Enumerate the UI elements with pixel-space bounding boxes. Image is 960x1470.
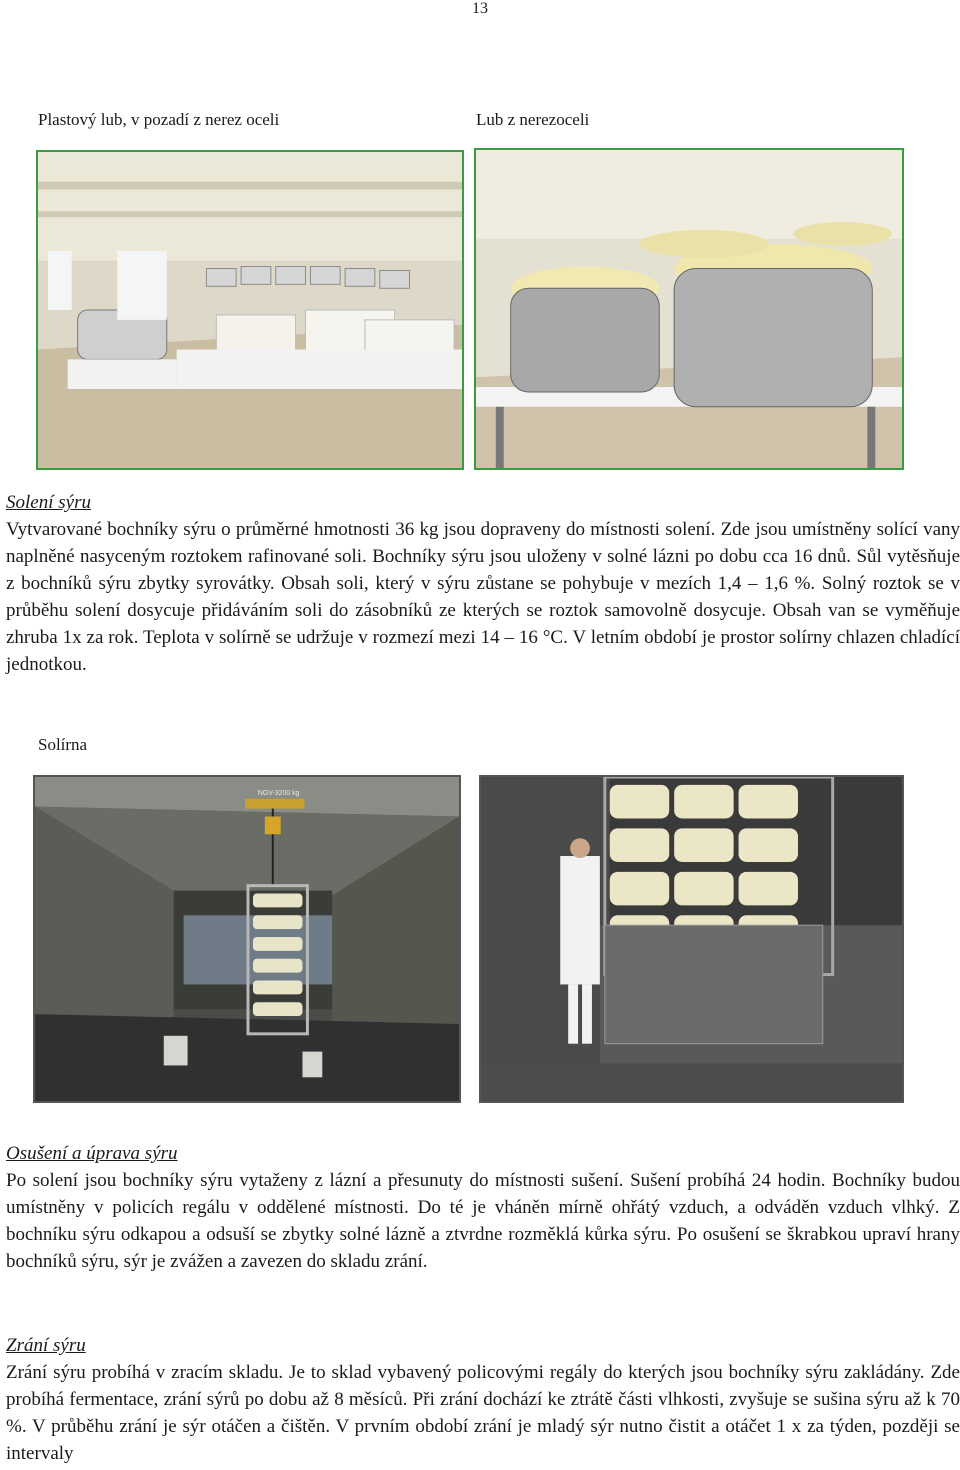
heading-salting: Solení sýru — [6, 492, 91, 513]
hoist-plate-label: NGV-3200 kg — [257, 789, 300, 797]
photo-cheese-racks — [479, 775, 904, 1103]
heading-ripening: Zrání sýru — [6, 1335, 86, 1356]
paragraph-drying: Po solení jsou bochníky sýru vytaženy z lázní a přesunuty do místnosti sušení. Sušení probíhá 24 hodin. Bochníky budou umístněny v policích regálu v oddělené místnosti. Do té je vháněn mírně ohřátý vzduch, a odváděn vzduch vlhký. Z bochníku sýru odkapou a odsuší se zbytky solné lázně a ztvrdne rozměklá kůrka sýru. Po osušení se škrabkou upraví hrany bochníků sýru, sýr je zvážen a zavezen do skladu zrání. — [6, 1170, 960, 1272]
paragraph-salting: Vytvarované bochníky sýru o průměrné hmotnosti 36 kg jsou dopraveny do místnosti solení. Zde jsou umístněny solící vany naplněné nasyceným roztokem rafinované soli. Bochníky sýru jsou uloženy v solné lázni po dobu cca 16 dnů. Sůl vytěsňuje z bochníků sýru zbytky syrovátky. Obsah soli, který v sýru zůstane se pohybuje v mezích 1,4 – 1,6 %. Solný roztok se v průběhu solení dosycuje přidáváním soli do zásobníků ze kterých se roztok samovolně dosycuje. Obsah van se vyměňuje zhruba 1x za rok. Teplota v solírně se udržuje v rozmezí mezi 14 – 16 °C. V letním období je prostor solírny chlazen chladící jednotkou. — [6, 519, 960, 675]
caption-salting-room: Solírna — [38, 735, 88, 754]
caption-plastic-tub: Plastový lub, v pozadí z nerez oceli — [38, 110, 280, 129]
photo-steel-tub — [474, 148, 904, 470]
photo-plastic-tub — [36, 150, 464, 470]
heading-drying: Osušení a úprava sýru — [6, 1143, 178, 1164]
photo-salting-room — [33, 775, 461, 1103]
caption-steel-tub: Lub z nerezoceli — [476, 110, 590, 129]
paragraph-ripening: Zrání sýru probíhá v zracím skladu. Je to sklad vybavený policovými regály do kterých jsou bochníky sýru zakládány. Zde probíhá fermentace, zrání sýrů po dobu až 8 měsíců. Při zrání dochází ke ztrátě části vlhkosti, zvyšuje se sušina sýru až k 70 %. V průběhu zrání je sýr otáčen a čištěn. V prvním období zrání je mladý sýr nutno čistit a otáčet 1 x za týden, později se intervaly — [6, 1362, 960, 1464]
page-number: 13 — [472, 0, 488, 17]
